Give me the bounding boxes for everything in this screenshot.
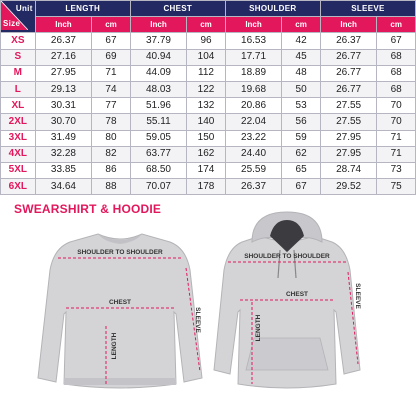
measurement-cell: 24.40	[225, 146, 282, 162]
measurement-cell: 71	[92, 65, 131, 81]
section-title: SWEARSHIRT & HOODIE	[14, 202, 162, 216]
sweatshirt-length-label: LENGTH	[111, 332, 118, 360]
measurement-cell: 27.95	[320, 130, 377, 146]
measurement-cell: 26.77	[320, 49, 377, 65]
measurement-cell: 42	[282, 33, 321, 49]
measurement-cell: 51.96	[130, 98, 187, 114]
measurement-cell: 112	[187, 65, 226, 81]
measurement-cell: 77	[92, 98, 131, 114]
size-cell: M	[1, 65, 36, 81]
sweatshirt-shoulder-label: SHOULDER TO SHOULDER	[77, 249, 163, 256]
size-cell: XS	[1, 33, 36, 49]
measurement-cell: 86	[92, 162, 131, 178]
size-row	[1, 146, 416, 162]
measurement-cell: 48	[282, 65, 321, 81]
measurement-cell: 33.85	[35, 162, 92, 178]
size-row	[1, 49, 416, 65]
group-header-sleeve: SLEEVE	[320, 1, 415, 17]
measurement-cell: 56	[282, 114, 321, 130]
hoodie-length-label: LENGTH	[255, 314, 262, 342]
measurement-cell: 75	[377, 179, 416, 195]
size-row	[1, 114, 416, 130]
table-group-header-row	[1, 1, 416, 17]
size-row	[1, 33, 416, 49]
measurement-cell: 178	[187, 179, 226, 195]
measurement-cell: 122	[187, 81, 226, 97]
size-cell: L	[1, 81, 36, 97]
measurement-cell: 30.70	[35, 114, 92, 130]
group-header-length: LENGTH	[35, 1, 130, 17]
unit-label: Unit	[15, 4, 33, 13]
measurement-cell: 65	[282, 162, 321, 178]
unit-header-cell: Inch	[35, 17, 92, 33]
measurement-cell: 29.52	[320, 179, 377, 195]
measurement-cell: 48.03	[130, 81, 187, 97]
size-cell: 4XL	[1, 146, 36, 162]
size-cell: 5XL	[1, 162, 36, 178]
measurement-cell: 30.31	[35, 98, 92, 114]
size-table-body	[1, 33, 416, 195]
sweatshirt-sleeve-label: SLEEVE	[194, 307, 201, 333]
size-cell: XL	[1, 98, 36, 114]
measurement-cell: 26.77	[320, 81, 377, 97]
measurement-cell: 68	[377, 49, 416, 65]
measurement-cell: 31.49	[35, 130, 92, 146]
sweatshirt-body	[38, 234, 202, 388]
measurement-cell: 88	[92, 179, 131, 195]
size-label: Size	[3, 19, 21, 29]
unit-header-cell: cm	[92, 17, 131, 33]
size-chart-table	[0, 0, 416, 195]
unit-header-cell: cm	[187, 17, 226, 33]
measurement-cell: 44.09	[130, 65, 187, 81]
size-row	[1, 179, 416, 195]
measurement-cell: 26.77	[320, 65, 377, 81]
measurement-cell: 59.05	[130, 130, 187, 146]
measurement-cell: 71	[377, 130, 416, 146]
measurement-cell: 68.50	[130, 162, 187, 178]
sweatshirt-waistband	[64, 378, 176, 385]
measurement-cell: 132	[187, 98, 226, 114]
measurement-cell: 67	[282, 179, 321, 195]
size-row	[1, 130, 416, 146]
measurement-cell: 63.77	[130, 146, 187, 162]
measurement-cell: 59	[282, 130, 321, 146]
measurement-cell: 78	[92, 114, 131, 130]
measurement-cell: 29.13	[35, 81, 92, 97]
measurement-cell: 69	[92, 49, 131, 65]
hoodie-illustration	[212, 208, 362, 394]
measurement-cell: 50	[282, 81, 321, 97]
measurement-cell: 23.22	[225, 130, 282, 146]
measurement-cell: 27.16	[35, 49, 92, 65]
measurement-cell: 34.64	[35, 179, 92, 195]
unit-header-cell: cm	[377, 17, 416, 33]
size-row	[1, 81, 416, 97]
measurement-cell: 27.55	[320, 114, 377, 130]
sweatshirt-illustration	[36, 228, 204, 394]
measurement-cell: 45	[282, 49, 321, 65]
hoodie-shoulder-label: SHOULDER TO SHOULDER	[244, 253, 330, 260]
measurement-cell: 19.68	[225, 81, 282, 97]
size-row	[1, 98, 416, 114]
measurement-cell: 28.74	[320, 162, 377, 178]
group-header-shoulder: SHOULDER	[225, 1, 320, 17]
measurement-cell: 82	[92, 146, 131, 162]
measurement-cell: 26.37	[225, 179, 282, 195]
measurement-cell: 53	[282, 98, 321, 114]
hoodie-pocket	[246, 338, 328, 370]
measurement-cell: 150	[187, 130, 226, 146]
measurement-cell: 40.94	[130, 49, 187, 65]
measurement-cell: 68	[377, 81, 416, 97]
size-row	[1, 162, 416, 178]
measurement-cell: 68	[377, 65, 416, 81]
measurement-cell: 62	[282, 146, 321, 162]
measurement-cell: 70	[377, 98, 416, 114]
unit-header-cell: Inch	[130, 17, 187, 33]
hoodie-chest-label: CHEST	[285, 291, 309, 298]
measurement-cell: 73	[377, 162, 416, 178]
measurement-cell: 27.95	[320, 146, 377, 162]
measurement-cell: 104	[187, 49, 226, 65]
measurement-cell: 67	[377, 33, 416, 49]
unit-header-cell: Inch	[225, 17, 282, 33]
table-unit-header-row	[1, 17, 416, 33]
size-cell: 6XL	[1, 179, 36, 195]
measurement-cell: 80	[92, 130, 131, 146]
measurement-cell: 26.37	[35, 33, 92, 49]
size-cell: 2XL	[1, 114, 36, 130]
measurement-cell: 74	[92, 81, 131, 97]
measurement-cell: 162	[187, 146, 226, 162]
hoodie-sleeve-label: SLEEVE	[354, 283, 361, 309]
size-cell: 3XL	[1, 130, 36, 146]
measurement-cell: 16.53	[225, 33, 282, 49]
measurement-cell: 55.11	[130, 114, 187, 130]
measurement-cell: 27.95	[35, 65, 92, 81]
measurement-cell: 140	[187, 114, 226, 130]
unit-header-cell: cm	[282, 17, 321, 33]
unit-size-corner	[1, 1, 36, 33]
measurement-cell: 96	[187, 33, 226, 49]
measurement-cell: 26.37	[320, 33, 377, 49]
measurement-cell: 25.59	[225, 162, 282, 178]
measurement-cell: 70	[377, 114, 416, 130]
measurement-cell: 22.04	[225, 114, 282, 130]
measurement-cell: 37.79	[130, 33, 187, 49]
size-cell: S	[1, 49, 36, 65]
measurement-cell: 20.86	[225, 98, 282, 114]
measurement-cell: 67	[92, 33, 131, 49]
measurement-cell: 71	[377, 146, 416, 162]
unit-header-cell: Inch	[320, 17, 377, 33]
sweatshirt-chest-label: CHEST	[108, 299, 132, 306]
measurement-cell: 27.55	[320, 98, 377, 114]
measurement-cell: 32.28	[35, 146, 92, 162]
measurement-cell: 17.71	[225, 49, 282, 65]
group-header-chest: CHEST	[130, 1, 225, 17]
measurement-cell: 174	[187, 162, 226, 178]
measurement-cell: 70.07	[130, 179, 187, 195]
measurement-cell: 18.89	[225, 65, 282, 81]
size-row	[1, 65, 416, 81]
